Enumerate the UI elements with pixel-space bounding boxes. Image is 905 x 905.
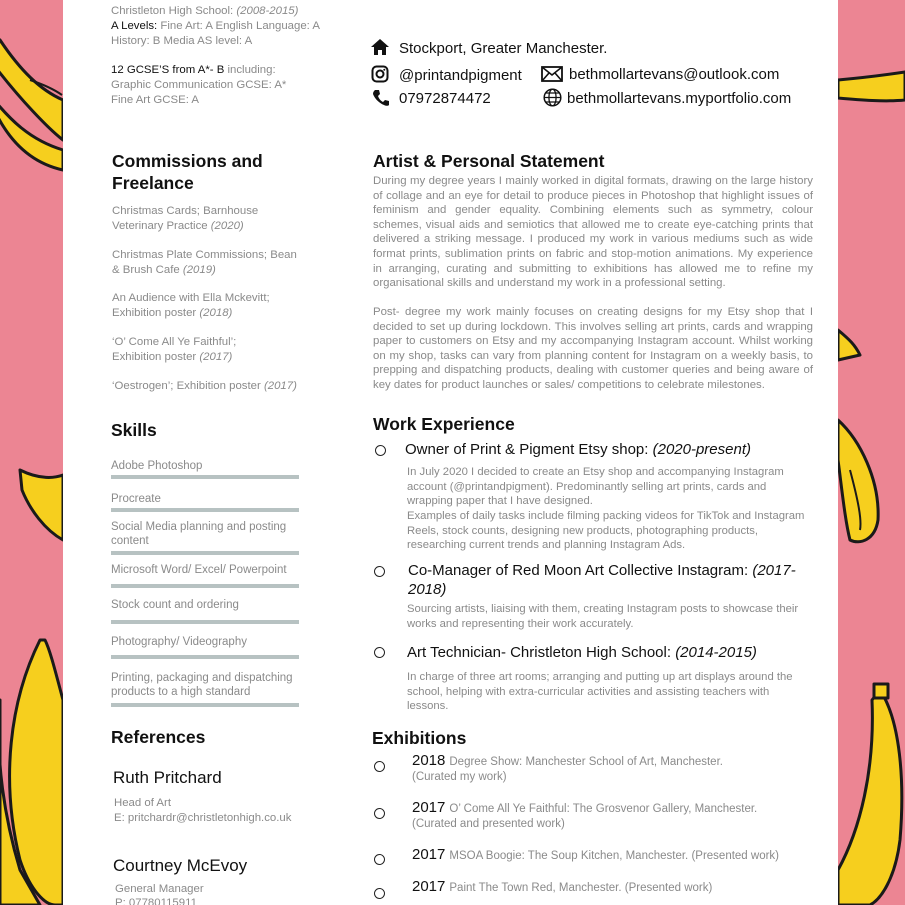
exhibition-item: 2018 Degree Show: Manchester School of Art, Manchester. (Curated my work) (412, 752, 723, 783)
education-gcse: 12 GCSE’S from A*- B including: (111, 64, 276, 76)
skill-bar (111, 508, 299, 512)
skills-heading: Skills (111, 420, 157, 440)
skill-bar (111, 620, 299, 624)
skill-bar (111, 551, 299, 555)
reference-name: Courtney McEvoy (113, 856, 248, 875)
contact-location: Stockport, Greater Manchester. (399, 40, 608, 57)
bullet-icon (375, 445, 386, 456)
education-alevels-line2: History: B Media AS level: A (111, 35, 253, 47)
reference-role: Head of Art (114, 797, 171, 809)
bullet-icon (374, 647, 385, 658)
skill-bar (111, 703, 299, 707)
contact-email[interactable]: bethmollartevans@outlook.com (569, 66, 780, 83)
globe-icon (543, 88, 562, 107)
phone-icon (372, 89, 390, 107)
reference-name: Ruth Pritchard (113, 768, 222, 787)
commissions-heading: Commissions and Freelance (112, 151, 263, 193)
contact-website[interactable]: bethmollartevans.myportfolio.com (567, 90, 792, 107)
commission-item: Christmas Cards; Barnhouse Veterinary Practice (2020) (112, 205, 259, 232)
job-title: Art Technician- Christleton High School: (2014-2015) (407, 644, 757, 661)
exhibitions-heading: Exhibitions (372, 728, 467, 748)
bullet-icon (374, 566, 385, 577)
education-alevels: A Levels: Fine Art: A English Language: A (111, 20, 320, 32)
education-school: Christleton High School: (2008-2015) (111, 5, 299, 17)
education-gcse-line2: Graphic Communication GCSE: A* (111, 79, 287, 91)
references-heading: References (111, 727, 206, 747)
skill-item: Adobe Photoshop (111, 460, 203, 472)
skill-item: Procreate (111, 493, 161, 505)
job-description: Examples of daily tasks include filming packing videos for TikTok and Instagram Reels, stock counts, designing new products, photographing products, researching current trends and planning Instagram Ads. (407, 510, 805, 552)
email-icon (541, 66, 563, 82)
bullet-icon (374, 808, 385, 819)
job-title: Owner of Print & Pigment Etsy shop: (2020-present) (405, 441, 751, 458)
statement-heading: Artist & Personal Statement (373, 151, 605, 171)
skill-item: Stock count and ordering (111, 599, 239, 611)
work-heading: Work Experience (373, 414, 515, 434)
exhibition-item: 2017 O’ Come All Ye Faithful: The Grosvenor Gallery, Manchester. (Curated and presented work) (412, 799, 758, 830)
instagram-icon (371, 65, 389, 83)
commission-item: ‘Oestrogen’; Exhibition poster (2017) (112, 380, 297, 392)
skill-item: Microsoft Word/ Excel/ Powerpoint (111, 564, 287, 576)
statement-para-1: During my degree years I mainly worked in digital formats, drawing on the large history of collage and an eye for detail to produce pieces in Photoshop that highlight issues of feminism and gender equality. Combining elements such as symmetry, colour schemes, visual aids and semiotics that allowed me to create eye-catching prints that delivered a striking message. I produced my work in various mediums such as wide format prints, sublimation prints on fabric and stop-motion animations. My experience in arranging, curating and submitting to exhibitions has allowed me to refine my organisational skills and understand my work in a professional setting. (373, 175, 813, 290)
bullet-icon (374, 761, 385, 772)
contact-phone[interactable]: 07972874472 (399, 90, 491, 107)
bullet-icon (374, 854, 385, 865)
job-title: Co-Manager of Red Moon Art Collective Instagram: (2017-2018) (408, 562, 796, 598)
job-description: Sourcing artists, liaising with them, creating Instagram posts to showcase their works and representing their work accurately. (407, 603, 799, 630)
bullet-icon (374, 888, 385, 899)
skill-item: Printing, packaging and dispatching products to a high standard (111, 672, 293, 698)
commission-item: Christmas Plate Commissions; Bean & Brush Cafe (2019) (112, 249, 297, 276)
skill-item: Social Media planning and posting content (111, 521, 287, 547)
reference-contact[interactable]: P: 07780115911 (115, 897, 197, 905)
reference-contact[interactable]: E: pritchardr@christletonhigh.co.uk (114, 812, 292, 824)
cv-page (63, 0, 838, 905)
exhibition-item: 2017 MSOA Boogie: The Soup Kitchen, Manchester. (Presented work) (412, 846, 780, 863)
commission-item: ‘O’ Come All Ye Faithful’; Exhibition poster (2017) (112, 336, 237, 363)
skill-bar (111, 584, 299, 588)
skill-bar (111, 655, 299, 659)
education-gcse-line3: Fine Art GCSE: A (111, 94, 199, 106)
contact-instagram[interactable]: @printandpigment (399, 67, 522, 84)
exhibition-item: 2017 Paint The Town Red, Manchester. (Presented work) (412, 878, 713, 895)
job-description: In July 2020 I decided to create an Etsy shop and accompanying Instagram account (@printandpigment). Predominantly selling art prints, cards and wrapping paper that I have designed. (407, 466, 784, 508)
job-description: In charge of three art rooms; arranging and putting up art displays around the school, helping with extra-curricular activities and assisting teachers with lessons. (407, 671, 793, 713)
commission-item: An Audience with Ella Mckevitt; Exhibition poster (2018) (112, 292, 270, 319)
statement-para-2: Post- degree my work mainly focuses on creating designs for my Etsy shop that I decided to set up during lockdown. This involves selling art prints, cards and wrapping paper to customers on Etsy and my accompanying Instagram account. Whilst working on my shop, tasks can vary from planning content for Instagram on a weekly basis, to prepping and dispatching products, dealing with customer queries and being aware of key dates for product launches or sales/ competitions to celebrate milestones. (373, 306, 813, 391)
skill-bar (111, 475, 299, 479)
skill-item: Photography/ Videography (111, 636, 247, 648)
reference-role: General Manager (115, 883, 204, 895)
home-icon (370, 38, 390, 56)
